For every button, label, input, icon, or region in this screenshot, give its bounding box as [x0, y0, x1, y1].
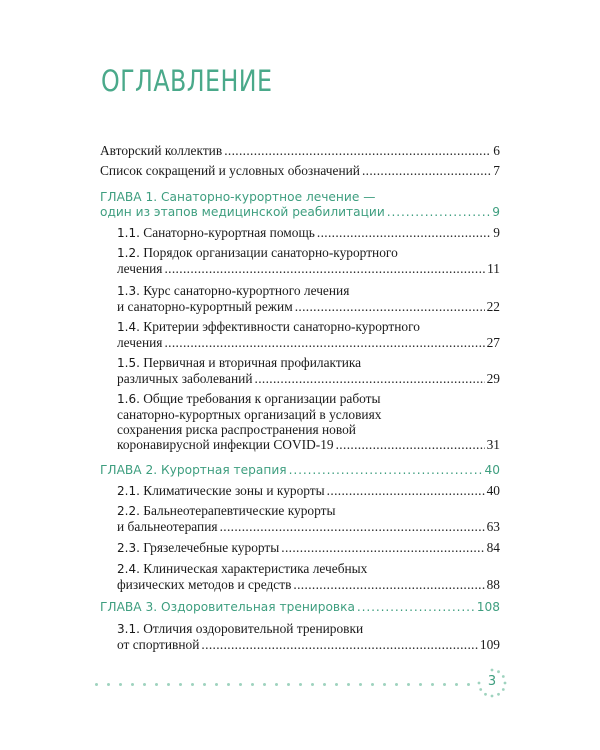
footer-dot [203, 683, 206, 686]
footer-dot [299, 683, 302, 686]
section-title-line: от спортивной [117, 637, 200, 652]
footer-dot [107, 683, 110, 686]
footer-dot [167, 683, 170, 686]
footer-dot [143, 683, 146, 686]
footer-dot [239, 683, 242, 686]
footer-dot [251, 683, 254, 686]
toc-page-number: 31 [486, 437, 500, 452]
toc-page-number: 63 [486, 519, 500, 534]
section-title-line: Клиническая характеристика лечебных [143, 561, 368, 576]
section-title-line: физических методов и средств [117, 577, 292, 592]
footer-dot [455, 683, 458, 686]
page-number-badge [476, 667, 508, 699]
section-number: 2.3. [117, 541, 140, 555]
footer-dot [395, 683, 398, 686]
section-number: 2.1. [117, 484, 140, 498]
footer-dot [359, 683, 362, 686]
section-title-line: лечения [117, 261, 163, 276]
toc-section-1-2[interactable] [117, 245, 500, 276]
section-number: 2.2. [117, 504, 140, 518]
section-title-line: и санаторно-курортный режим [117, 299, 293, 314]
section-title-line: Грязелечебные курорты [143, 540, 280, 555]
footer-dot [383, 683, 386, 686]
chapter-title-line: Курортная терапия [161, 463, 287, 477]
page-number: 3 [487, 674, 497, 689]
section-title-line: лечения [117, 335, 163, 350]
section-title-line: коронавирусной инфекции COVID-19 [117, 437, 334, 452]
toc-page-number: 29 [486, 371, 500, 386]
toc-section-3-1[interactable] [117, 621, 500, 652]
footer-dot [335, 683, 338, 686]
section-number: 2.4. [117, 562, 140, 576]
section-title-line: Критерии эффективности санаторно-курортного [143, 319, 420, 334]
toc-section-2-2[interactable] [117, 503, 500, 534]
section-number: 1.5. [117, 356, 140, 370]
footer-dot [347, 683, 350, 686]
toc-section-2-4[interactable] [117, 561, 500, 592]
section-title-line: Общие требования к организации работы [143, 391, 381, 406]
footer-dot [419, 683, 422, 686]
chapter-title-line: Санаторно-курортное лечение — [161, 190, 376, 204]
section-number: 1.6. [117, 392, 140, 406]
footer-dot [311, 683, 314, 686]
toc-page-number: 6 [493, 143, 500, 158]
toc-section-1-5[interactable] [117, 355, 500, 386]
toc-page-number: 9 [493, 225, 500, 240]
toc-page-number: 84 [486, 540, 500, 555]
footer-dot [215, 683, 218, 686]
chapter-label: ГЛАВА 3. [100, 600, 158, 614]
toc-section-1-4[interactable] [117, 319, 500, 350]
toc-page-number: 40 [484, 463, 500, 477]
footer-dot [131, 683, 134, 686]
toc-section-1-3[interactable] [117, 283, 500, 314]
toc-entry-authors[interactable] [100, 143, 500, 158]
section-title-line: Первичная и вторичная профилактика [143, 355, 362, 370]
section-title-line: различных заболеваний [117, 371, 253, 386]
toc-entry-abbreviations[interactable] [100, 163, 500, 178]
toc-chapter-3[interactable] [100, 600, 500, 615]
footer-dot [227, 683, 230, 686]
chapter-title-line: один из этапов медицинской реабилитации [100, 205, 385, 219]
section-title-line: Курс санаторно-курортного лечения [143, 283, 350, 298]
footer-dot [155, 683, 158, 686]
toc-page-number: 7 [493, 163, 500, 178]
chapter-title-line: Оздоровительная тренировка [161, 600, 355, 614]
footer-dot [263, 683, 266, 686]
toc-section-2-3[interactable] [117, 540, 500, 556]
section-number: 1.2. [117, 246, 140, 260]
toc-entry-text: Авторский коллектив [100, 143, 223, 158]
footer-dot [275, 683, 278, 686]
toc-page-number: 88 [486, 577, 500, 592]
footer-dotted-rule [95, 683, 473, 687]
section-number: 3.1. [117, 622, 140, 636]
footer-dot [179, 683, 182, 686]
toc-page-number: 11 [487, 261, 500, 276]
section-number: 1.4. [117, 320, 140, 334]
footer-dot [95, 683, 98, 686]
footer-dot [407, 683, 410, 686]
footer-dot [323, 683, 326, 686]
toc-section-1-1[interactable] [117, 225, 500, 241]
chapter-label: ГЛАВА 2. [100, 463, 158, 477]
toc-chapter-1[interactable] [100, 190, 500, 220]
toc-page-number: 22 [486, 299, 500, 314]
footer-dot [431, 683, 434, 686]
section-title-line: сохранения риска распространения новой [117, 422, 356, 437]
toc-page-number: 108 [476, 600, 500, 614]
chapter-label: ГЛАВА 1. [100, 190, 158, 204]
section-title-line: и бальнеотерапия [117, 519, 218, 534]
toc-entry-text: Список сокращений и условных обозначений [100, 163, 360, 178]
section-title-line: санаторно-курортных организаций в условиях [117, 407, 382, 422]
toc-section-1-6[interactable] [117, 391, 500, 452]
footer-dot [191, 683, 194, 686]
footer-dot [443, 683, 446, 686]
section-title-line: Бальнеотерапевтические курорты [143, 503, 336, 518]
section-number: 1.3. [117, 284, 140, 298]
footer-dot [371, 683, 374, 686]
footer-dot [119, 683, 122, 686]
section-title-line: Порядок организации санаторно-курортного [143, 245, 398, 260]
toc-section-2-1[interactable] [117, 483, 500, 499]
page-title: ОГЛАВЛЕНИЕ [101, 64, 273, 98]
section-number: 1.1. [117, 226, 140, 240]
toc-page-number: 40 [486, 483, 500, 498]
section-title-line: Климатические зоны и курорты [143, 483, 325, 498]
section-title-line: Отличия оздоровительной тренировки [143, 621, 364, 636]
toc-page-number: 27 [486, 335, 500, 350]
toc-page-number: 9 [492, 205, 500, 219]
footer-dot [287, 683, 290, 686]
toc-page-number: 109 [479, 637, 500, 652]
section-title-line: Санаторно-курортная помощь [143, 225, 315, 240]
footer-dot [467, 683, 470, 686]
toc-chapter-2[interactable] [100, 463, 500, 478]
